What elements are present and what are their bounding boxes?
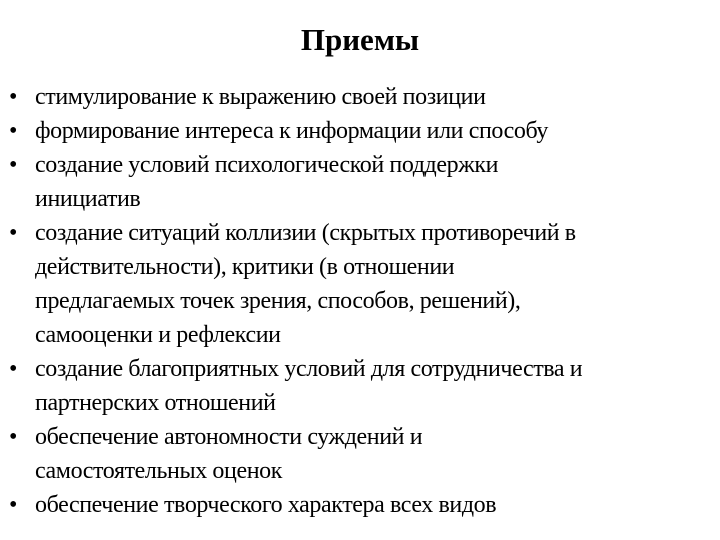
bullet-text-line: инициатив	[35, 186, 141, 212]
bullet-text-line: создание ситуаций коллизии (скрытых противоречий в	[35, 220, 576, 246]
bullet-list	[0, 80, 720, 522]
bullet-text-line: стимулирование к выражению своей позиции	[35, 84, 486, 110]
bullet-item-4	[0, 216, 720, 352]
bullet-text-line: самооценки и рефлексии	[35, 322, 281, 348]
bullet-item-7	[0, 488, 720, 522]
bullet-icon: •	[8, 492, 17, 518]
bullet-icon: •	[8, 84, 17, 110]
bullet-text-line: партнерских отношений	[35, 390, 276, 416]
bullet-text-line: обеспечение автономности суждений и	[35, 424, 423, 450]
bullet-item-3	[0, 148, 720, 216]
slide-title: Приемы	[300, 22, 420, 57]
bullet-text-line: обеспечение творческого характера всех видов	[35, 492, 497, 518]
bullet-icon: •	[8, 220, 17, 246]
bullet-icon: •	[8, 118, 17, 144]
bullet-icon: •	[8, 424, 17, 450]
bullet-icon: •	[8, 356, 17, 382]
bullet-text-line: действительности), критики (в отношении	[35, 254, 455, 280]
bullet-item-2	[0, 114, 720, 148]
bullet-text-line: создание условий психологической поддержки	[35, 152, 499, 178]
bullet-text-line: формирование интереса к информации или способу	[35, 118, 548, 144]
bullet-item-6	[0, 420, 720, 488]
bullet-text-line: самостоятельных оценок	[35, 458, 283, 484]
bullet-item-5	[0, 352, 720, 420]
bullet-text-line: предлагаемых точек зрения, способов, решений),	[35, 288, 521, 314]
bullet-text-line: создание благоприятных условий для сотрудничества и	[35, 356, 583, 382]
bullet-icon: •	[8, 152, 17, 178]
bullet-item-1	[0, 80, 720, 114]
